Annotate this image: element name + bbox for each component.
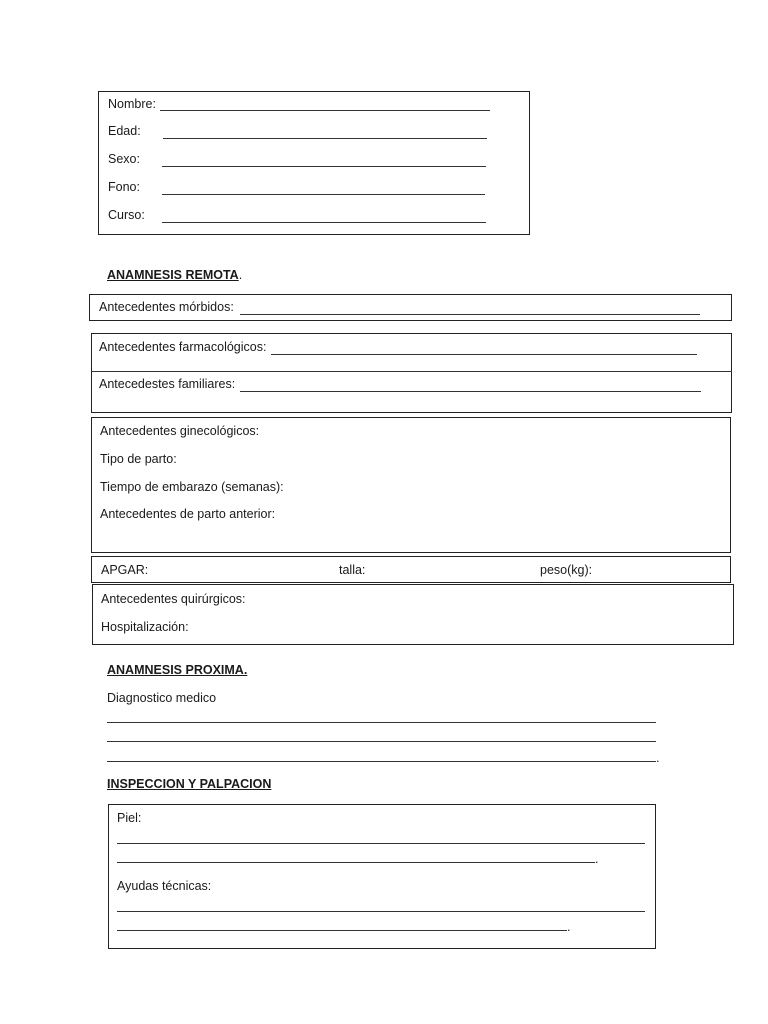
personal-data-box (98, 91, 530, 235)
ayudas-line-1[interactable] (117, 911, 645, 912)
piel-label: Piel: (117, 811, 142, 825)
diagnostico-line-3[interactable] (107, 761, 656, 762)
ayudas-end-mark: . (567, 920, 571, 934)
farmacologicos-label: Antecedentes farmacológicos: (99, 340, 267, 354)
anamnesis-remota-heading: ANAMNESIS REMOTA. (107, 268, 243, 282)
sexo-field[interactable] (162, 166, 486, 167)
inspeccion-heading: INSPECCION Y PALPACION (107, 777, 272, 791)
fono-field[interactable] (162, 194, 485, 195)
diagnostico-line-1[interactable] (107, 722, 656, 723)
familiares-label: Antecedestes familiares: (99, 377, 236, 391)
diagnostico-end-mark: . (656, 751, 660, 765)
morbidos-field[interactable] (240, 314, 700, 315)
edad-field[interactable] (163, 138, 487, 139)
fono-label: Fono: (108, 180, 140, 194)
ginecologicos-label: Antecedentes ginecológicos: (100, 424, 260, 438)
piel-line-2[interactable] (117, 862, 595, 863)
ayudas-line-2[interactable] (117, 930, 567, 931)
curso-label: Curso: (108, 208, 145, 222)
farmacologicos-field[interactable] (271, 354, 697, 355)
curso-field[interactable] (162, 222, 486, 223)
parto-anterior-label: Antecedentes de parto anterior: (100, 507, 276, 521)
diagnostico-label: Diagnostico medico (107, 691, 217, 705)
peso-label: peso(kg): (540, 563, 593, 577)
familiares-field[interactable] (240, 391, 701, 392)
hospitalizacion-label: Hospitalización: (101, 620, 189, 634)
inspeccion-box (108, 804, 656, 949)
farmacologicos-divider (91, 371, 732, 372)
piel-end-mark: . (595, 852, 599, 866)
tipo-parto-label: Tipo de parto: (100, 452, 177, 466)
talla-label: talla: (339, 563, 366, 577)
apgar-label: APGAR: (101, 563, 149, 577)
ayudas-label: Ayudas técnicas: (117, 879, 212, 893)
nombre-label: Nombre: (108, 97, 156, 111)
apgar-box (91, 556, 731, 583)
nombre-field[interactable] (160, 110, 490, 111)
piel-line-1[interactable] (117, 843, 645, 844)
tiempo-embarazo-label: Tiempo de embarazo (semanas): (100, 480, 284, 494)
edad-label: Edad: (108, 124, 141, 138)
quirurgicos-label: Antecedentes quirúrgicos: (101, 592, 246, 606)
diagnostico-line-2[interactable] (107, 741, 656, 742)
sexo-label: Sexo: (108, 152, 140, 166)
anamnesis-proxima-heading: ANAMNESIS PROXIMA. (107, 663, 248, 677)
morbidos-label: Antecedentes mórbidos: (99, 300, 234, 314)
